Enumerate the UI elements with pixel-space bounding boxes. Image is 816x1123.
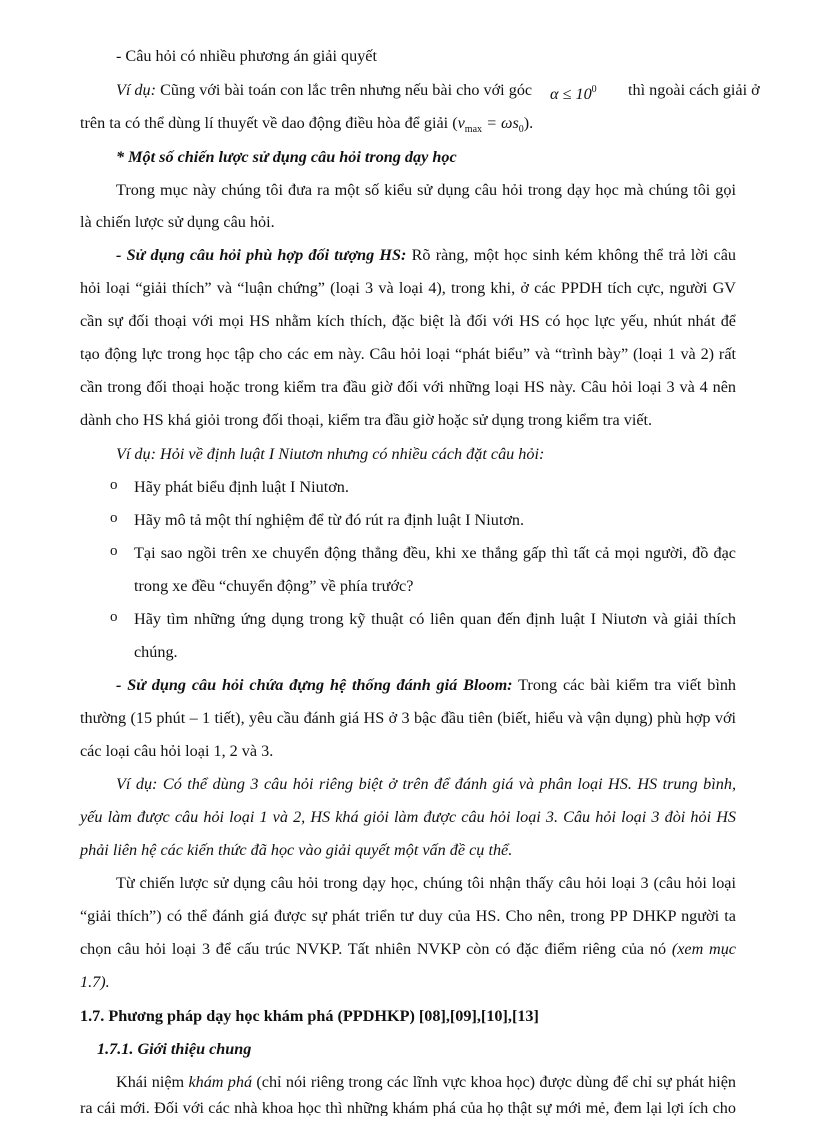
example-line: Ví dụ: Có thể dùng 3 câu hỏi riêng biệt ở trên để đánh giá và phân loại HS. HS trung bình,: [116, 775, 736, 793]
example-line: yếu làm được câu hỏi loại 1 và 2, HS khá giỏi làm được câu hỏi loại 3. Câu hỏi loại 3 đòi hỏi HS: [80, 808, 736, 826]
list-item: Tại sao ngồi trên xe chuyển động thẳng đều, khi xe thắng gấp thì tất cả mọi người, đồ đạc: [134, 544, 736, 562]
list-item: Hãy phát biểu định luật I Niutơn.: [134, 478, 349, 496]
example-line: [116, 80, 760, 103]
example-tail: thì ngoài cách giải ở: [628, 81, 760, 99]
paragraph-line: Khái niệm khám phá (chỉ nói riêng trong các lĩnh vực khoa học) được dùng để chỉ sự phát hiện: [116, 1073, 737, 1091]
alpha-formula: $\alpha \le 10^0$: [550, 84, 597, 103]
paragraph-line: tạo động lực trong học tập cho các em này. Câu hỏi loại “phát biểu” và “trình bày” (loại 1 và 2) rất: [80, 345, 736, 363]
paragraph-line: cần trong đối thoại hoặc trong kiểm tra đầu giờ đối với những loại HS này. Câu hỏi loại 3 và 4 nên: [80, 378, 736, 396]
paragraph-line: trên ta có thể dùng lí thuyết về dao động điều hòa để giải $(v_{max} = \omega s_0)$.: [80, 114, 534, 135]
paragraph-line: cần sự đối thoại với mọi HS nhằm kích thích, đặc biệt là đối với HS có học lực yếu, nhút nhát để: [80, 312, 736, 330]
example-text: Cũng với bài toán con lắc trên nhưng nếu bài cho với góc: [156, 81, 533, 99]
bullet-text-line: - Câu hỏi có nhiều phương án giải quyết: [116, 47, 377, 65]
subsection-title: 1.7.1. Giới thiệu chung: [97, 1040, 252, 1058]
paragraph-line: Trong mục này chúng tôi đưa ra một số kiểu sử dụng câu hỏi trong dạy học mà chúng tôi gọi: [116, 181, 736, 199]
example-label: Ví dụ:: [116, 81, 157, 99]
strategy-heading-line: - Sử dụng câu hỏi phù hợp đối tượng HS: Rõ ràng, một học sinh kém không thể trả lời câu: [116, 246, 736, 264]
paragraph-line: chọn câu hỏi loại 3 để cấu trúc NVKP. Tất nhiên NVKP còn có đặc điểm riêng của nó (xem mục: [80, 940, 736, 958]
paragraph-line: dành cho HS khá giỏi trong đối thoại, kiểm tra đầu giờ hoặc sử dụng trong kiểm tra viết.: [80, 411, 653, 429]
paragraph-line: 1.7).: [80, 973, 110, 991]
bullet-marker: o: [110, 477, 118, 493]
paragraph-line: là chiến lược sử dụng câu hỏi.: [80, 213, 275, 231]
paragraph-line: ra cái mới. Đối với các nhà khoa học thì những khám phá của họ thật sự mới mẻ, đem lại lợi ích cho: [80, 1099, 736, 1116]
section-heading: * Một số chiến lược sử dụng câu hỏi trong dạy học: [116, 148, 457, 166]
paragraph-line: “giải thích”) có thể đánh giá được sự phát triển tư duy của HS. Cho nên, trong PP DHKP người ta: [80, 907, 736, 925]
paragraph-line: thường (15 phút – 1 tiết), yêu cầu đánh giá HS ở 3 bậc đầu tiên (biết, hiểu và vận dụng) phù hợp với: [80, 709, 736, 727]
bullet-marker: o: [110, 609, 118, 625]
paragraph-line: các loại câu hỏi loại 1, 2 và 3.: [80, 742, 274, 760]
paragraph-line: Từ chiến lược sử dụng câu hỏi trong dạy học, chúng tôi nhận thấy câu hỏi loại 3 (câu hỏi loại: [116, 874, 736, 892]
paragraph-line: hỏi loại “giải thích” và “luận chứng” (loại 3 và loại 4), trong khi, ở các PPDH tích cực, người GV: [80, 279, 736, 297]
list-item-continuation: chúng.: [134, 643, 178, 661]
list-item-continuation: trong xe đều “chuyển động” về phía trước?: [134, 577, 414, 595]
bullet-marker: o: [110, 510, 118, 526]
example-line: Ví dụ: Hỏi về định luật I Niutơn nhưng có nhiều cách đặt câu hỏi:: [116, 445, 545, 463]
strategy-heading-line: - Sử dụng câu hỏi chứa đựng hệ thống đánh giá Bloom: Trong các bài kiểm tra viết bình: [116, 676, 737, 694]
list-item: Hãy tìm những ứng dụng trong kỹ thuật có liên quan đến định luật I Niutơn và giải thích: [134, 610, 736, 628]
section-title: 1.7. Phương pháp dạy học khám phá (PPDHKP) [08],[09],[10],[13]: [80, 1007, 539, 1025]
vmax-formula: $v_{max} = \omega s_0$: [457, 114, 524, 135]
list-item: Hãy mô tả một thí nghiệm để từ đó rút ra định luật I Niutơn.: [134, 511, 525, 529]
bullet-marker: o: [110, 543, 118, 559]
example-line: phải liên hệ các kiến thức đã học vào giải quyết một vấn đề cụ thể.: [80, 841, 513, 859]
